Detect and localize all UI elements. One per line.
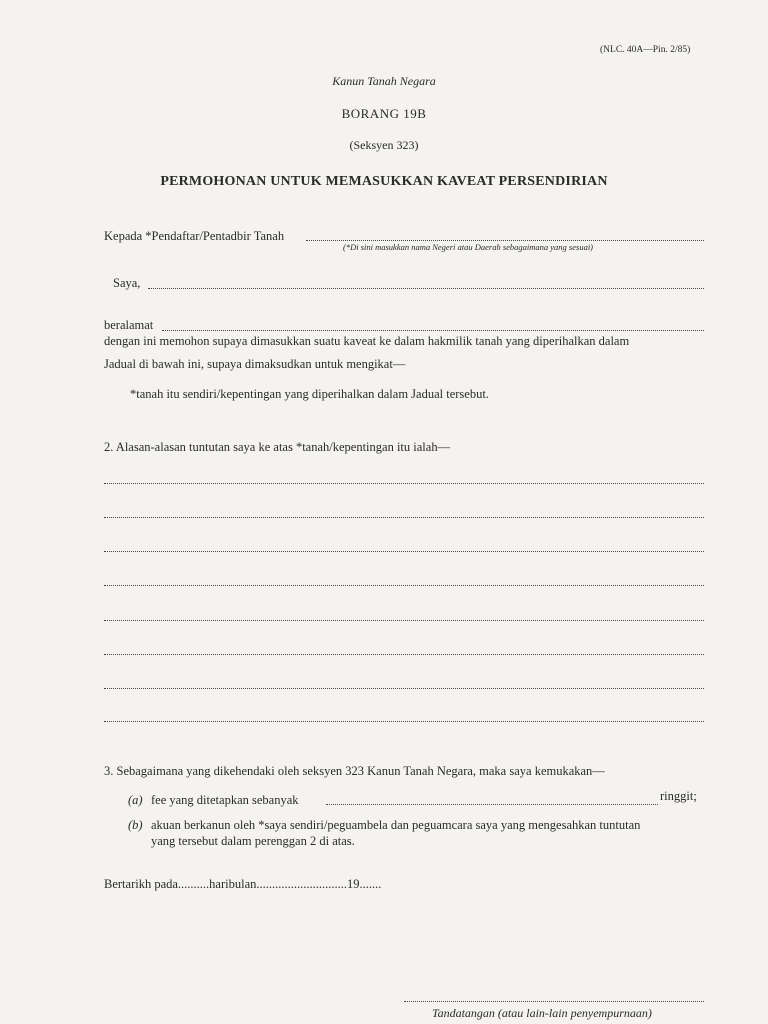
reason-line[interactable] (104, 620, 704, 621)
item-b-marker: (b) (128, 818, 143, 832)
date-line[interactable]: Bertarikh pada..........haribulan.............................19....... (104, 877, 382, 891)
address-field[interactable] (162, 330, 704, 331)
form-number: BORANG 19B (341, 106, 427, 121)
saya-label: Saya, (113, 276, 141, 290)
para1-line2: Jadual di bawah ini, supaya dimaksudkan untuk mengikat— (104, 357, 406, 371)
item-b-line2: yang tersebut dalam perenggan 2 di atas. (151, 834, 355, 848)
item-b-line1: akuan berkanun oleh *saya sendiri/peguambela dan peguamcara saya yang mengesahkan tuntutan (151, 818, 641, 832)
act-name: Kanun Tanah Negara (332, 74, 436, 88)
reason-line[interactable] (104, 517, 704, 518)
reason-line[interactable] (104, 688, 704, 689)
item-a-text: fee yang ditetapkan sebanyak (151, 793, 299, 807)
section-reference: (Seksyen 323) (349, 138, 419, 152)
reason-line[interactable] (104, 551, 704, 552)
to-label: Kepada *Pendaftar/Pentadbir Tanah (104, 229, 285, 243)
form-title: PERMOHONAN UNTUK MEMASUKKAN KAVEAT PERSENDIRIAN (160, 174, 608, 189)
reason-line[interactable] (104, 585, 704, 586)
address-label: beralamat (104, 318, 154, 332)
form-reference: (NLC. 40A—Pin. 2/85) (600, 45, 691, 55)
para3-text: 3. Sebagaimana yang dikehendaki oleh seksyen 323 Kanun Tanah Negara, maka saya kemukakan— (104, 764, 605, 778)
para1-line1: dengan ini memohon supaya dimasukkan suatu kaveat ke dalam hakmilik tanah yang diperihalkan dalam (104, 334, 630, 348)
para2-text: 2. Alasan-alasan tuntutan saya ke atas *tanah/kepentingan itu ialah— (104, 440, 451, 454)
reason-line[interactable] (104, 483, 704, 484)
item-a-marker: (a) (128, 793, 143, 807)
to-field[interactable] (306, 240, 704, 241)
para1-line3: *tanah itu sendiri/kepentingan yang diperihalkan dalam Jadual tersebut. (130, 387, 489, 401)
name-field[interactable] (148, 288, 704, 289)
signature-field[interactable] (404, 1001, 704, 1002)
reason-line[interactable] (104, 654, 704, 655)
fee-amount-field[interactable] (326, 804, 658, 805)
reason-line[interactable] (104, 721, 704, 722)
signature-label: Tandatangan (atau lain-lain penyempurnaan) (432, 1006, 652, 1020)
item-a-suffix: ringgit; (660, 789, 697, 803)
to-note: (*Di sini masukkan nama Negeri atau Daerah sebagaimana yang sesuai) (343, 242, 594, 252)
